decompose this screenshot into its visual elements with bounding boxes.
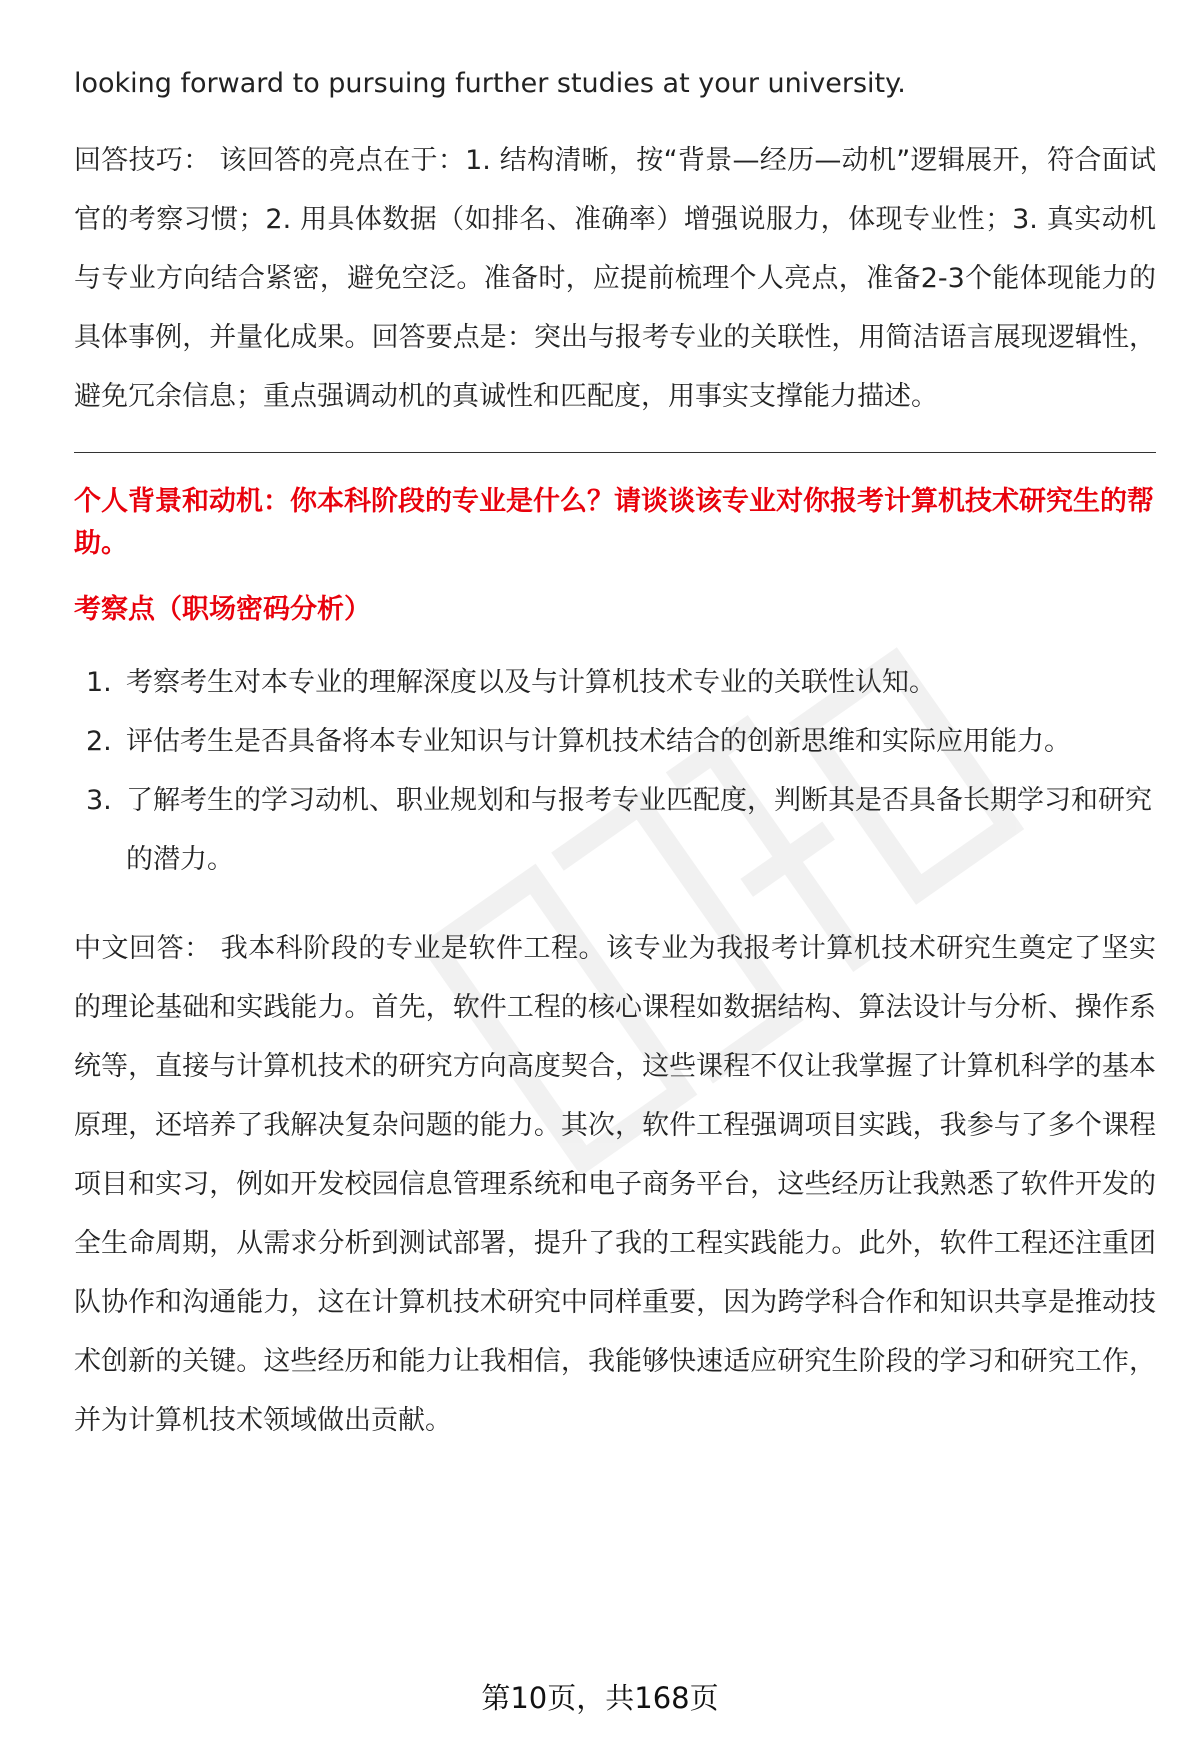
question-title: 个人背景和动机：你本科阶段的专业是什么？请谈谈该专业对你报考计算机技术研究生的帮助。 xyxy=(74,486,1154,559)
list-item-text: 了解考生的学习动机、职业规划和与报考专业匹配度，判断其是否具备长期学习和研究的潜力。 xyxy=(126,785,1152,875)
list-item-number: 3. xyxy=(86,785,112,816)
list-item-text: 考察考生对本专业的理解深度以及与计算机技术专业的关联性认知。 xyxy=(126,667,936,698)
chinese-answer-paragraph: 中文回答： 我本科阶段的专业是软件工程。该专业为我报考计算机技术研究生奠定了坚实的理论基础和实践能力。首先，软件工程的核心课程如数据结构、算法设计与分析、操作系统等，直接与计算机技术的研究方向高度契合，这些课程不仅让我掌握了计算机科学的基本原理，还培养了我解决复杂问题的能力。其次，软件工程强调项目实践，我参与了多个课程项目和实习，例如开发校园信息管理系统和电子商务平台，这些经历让我熟悉了软件开发的全生命周期，从需求分析到测试部署，提升了我的工程实践能力。此外，软件工程还注重团队协作和沟通能力，这在计算机技术研究中同样重要，因为跨学科合作和知识共享是推动技术创新的关键。这些经历和能力让我相信，我能够快速适应研究生阶段的学习和研究工作，并为计算机技术领域做出贡献。 xyxy=(74,933,1156,1436)
assessment-section-title: 考察点（职场密码分析） xyxy=(74,594,371,625)
page-content xyxy=(74,54,1156,1450)
assessment-list xyxy=(74,653,1156,889)
list-item-number: 1. xyxy=(86,667,112,698)
intro-tail-text: looking forward to pursuing further studies at your university. xyxy=(74,68,906,99)
list-item-text: 评估考生是否具备将本专业知识与计算机技术结合的创新思维和实际应用能力。 xyxy=(126,726,1071,757)
page-footer: 第10页，共168页 xyxy=(481,1681,719,1715)
tips-paragraph: 回答技巧： 该回答的亮点在于：1. 结构清晰，按“背景—经历—动机”逻辑展开，符合面试官的考察习惯；2. 用具体数据（如排名、准确率）增强说服力，体现专业性；3. 真实动机与专业方向结合紧密，避免空泛。准备时，应提前梳理个人亮点，准备2-3个能体现能力的具体事例，并量化成果。回答要点是：突出与报考专业的关联性，用简洁语言展现逻辑性，避免冗余信息；重点强调动机的真诚性和匹配度，用事实支撑能力描述。 xyxy=(74,145,1156,412)
list-item xyxy=(74,653,1156,712)
list-item xyxy=(74,771,1156,889)
list-item xyxy=(74,712,1156,771)
list-item-number: 2. xyxy=(86,726,112,757)
